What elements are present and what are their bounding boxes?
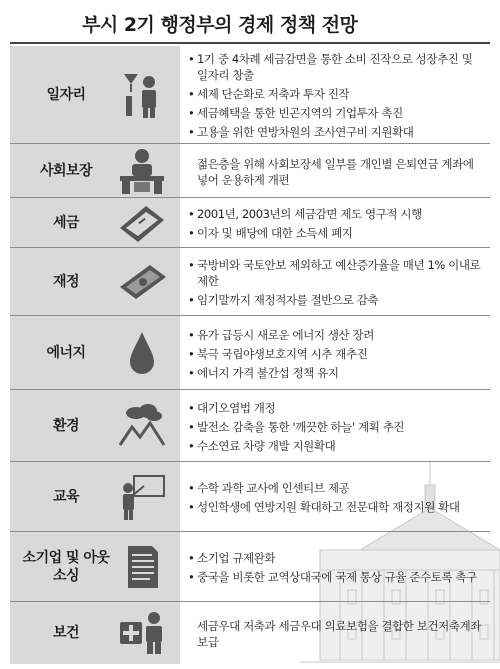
list-item: • 2001년, 2003년의 세금감면 제도 영구적 시행 bbox=[188, 206, 486, 222]
list-item: • 세제 단순화로 저축과 투자 진작 bbox=[188, 86, 486, 102]
list-item: • 이자 및 배당에 대한 소득세 폐지 bbox=[188, 225, 486, 241]
list-item: 세금우대 저축과 세금우대 의료보험을 결합한 보건저축계좌 보급 bbox=[197, 619, 481, 649]
list-item: • 발전소 감축을 통한 '깨끗한 하늘' 계획 추진 bbox=[188, 419, 486, 435]
banknote-icon bbox=[114, 256, 170, 308]
desk-person-icon bbox=[114, 145, 170, 197]
item-list bbox=[180, 144, 490, 197]
money-envelope-icon bbox=[114, 197, 170, 249]
policy-table bbox=[10, 46, 490, 664]
list-item: • 임기말까지 재정적자를 절반으로 감축 bbox=[188, 292, 486, 308]
item-list bbox=[180, 46, 490, 143]
category-cell bbox=[10, 602, 180, 664]
section-row-small-business bbox=[10, 532, 490, 602]
category-label: 환경 bbox=[52, 417, 80, 434]
item-list bbox=[180, 532, 490, 601]
category-label: 소기업 및 아웃소싱 bbox=[22, 549, 110, 584]
category-label: 사회보장 bbox=[39, 162, 93, 179]
item-list bbox=[180, 390, 490, 461]
item-list bbox=[180, 198, 490, 247]
list-item: • 북극 국립야생보호지역 시추 재추진 bbox=[188, 346, 486, 362]
category-cell bbox=[10, 316, 180, 389]
oil-drop-icon bbox=[114, 327, 170, 379]
category-cell bbox=[10, 248, 180, 315]
category-label: 일자리 bbox=[46, 86, 86, 103]
category-cell bbox=[10, 532, 180, 601]
category-label: 세금 bbox=[52, 214, 80, 231]
section-row-tax bbox=[10, 198, 490, 248]
category-label: 재정 bbox=[52, 273, 80, 290]
item-list bbox=[180, 462, 490, 531]
section-row-jobs bbox=[10, 46, 490, 144]
category-cell bbox=[10, 390, 180, 461]
category-label: 에너지 bbox=[46, 344, 86, 361]
category-label: 보건 bbox=[52, 625, 80, 641]
list-item: • 고용을 위한 연방차원의 조사연구비 지원확대 bbox=[188, 124, 486, 140]
worker-icon bbox=[114, 69, 170, 121]
category-cell bbox=[10, 198, 180, 247]
list-item: • 1기 중 4차례 세금감면을 통한 소비 진작으로 성장추진 및 일자리 창출 bbox=[188, 51, 486, 83]
medical-cross-person-icon bbox=[114, 607, 170, 659]
list-item: 젊은층을 위해 사회보장세 일부를 개인별 은퇴연금 계좌에 넣어 운용하게 개편 bbox=[197, 156, 474, 187]
page-title: 부시 2기 행정부의 경제 정책 전망 bbox=[10, 10, 490, 44]
category-cell bbox=[10, 144, 180, 197]
list-item: • 성인학생에 연방지원 확대하고 전문대학 재정지원 확대 bbox=[188, 499, 486, 515]
list-item: • 소기업 규제완화 bbox=[188, 550, 486, 566]
list-item: • 수학 과학 교사에 인센티브 제공 bbox=[188, 480, 486, 496]
list-item: • 유가 급등시 새로운 에너지 생산 장려 bbox=[188, 327, 486, 343]
section-row-environment bbox=[10, 390, 490, 462]
cloud-mountain-icon bbox=[114, 400, 170, 452]
section-row-education bbox=[10, 462, 490, 532]
item-list bbox=[180, 602, 490, 664]
teacher-icon bbox=[114, 471, 170, 523]
item-list bbox=[180, 316, 490, 389]
list-item: • 수소연료 차량 개발 지원확대 bbox=[188, 438, 486, 454]
list-item: • 세금혜택을 통한 빈곤지역의 기업투자 촉진 bbox=[188, 105, 486, 121]
section-row-energy bbox=[10, 316, 490, 390]
category-label: 교육 bbox=[52, 488, 80, 505]
list-item: • 중국을 비롯한 교역상대국에 국제 통상 규율 준수토록 촉구 bbox=[188, 569, 486, 585]
document-icon bbox=[114, 541, 170, 593]
section-row-health bbox=[10, 602, 490, 664]
category-cell bbox=[10, 46, 180, 143]
list-item: • 에너지 가격 불간섭 정책 유지 bbox=[188, 365, 486, 381]
section-row-finance bbox=[10, 248, 490, 316]
item-list bbox=[180, 248, 490, 315]
list-item: • 대기오염법 개정 bbox=[188, 400, 486, 416]
category-cell bbox=[10, 462, 180, 531]
section-row-social-security bbox=[10, 144, 490, 198]
list-item: • 국방비와 국토안보 제외하고 예산증가율을 매년 1% 이내로 제한 bbox=[188, 257, 486, 289]
